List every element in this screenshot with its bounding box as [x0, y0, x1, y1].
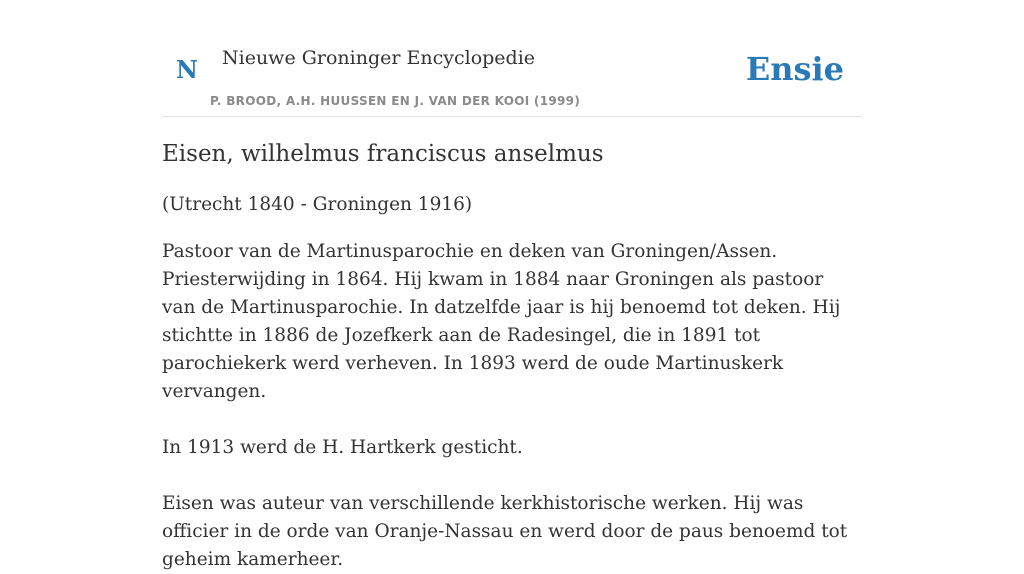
- book-title-link[interactable]: Nieuwe Groninger Encyclopedie: [222, 47, 536, 69]
- book-authors: P. BROOD, A.H. HUUSSEN EN J. VAN DER KOOI (1999): [210, 94, 581, 108]
- entry-content: [162, 138, 862, 574]
- entry-title: Eisen, wilhelmus franciscus anselmus: [162, 141, 604, 167]
- entry-lifespan: (Utrecht 1840 - Groningen 1916): [162, 194, 473, 215]
- page-header: [162, 0, 862, 117]
- entry-paragraph: Pastoor van de Martinusparochie en deken van Groningen/Assen. Priesterwijding in 1864. Hij kwam in 1884 naar Groningen als pastoor van de Martinusparochie. In datzelfde jaar is hij benoemd tot deken. Hij stichtte in 1886 de Jozefkerk aan de Radesingel, die in 1891 tot parochiekerk werd verheven. In 1893 werd de oude Martinuskerk vervangen.: [162, 241, 841, 402]
- ensie-brand-logo[interactable]: Ensie: [745, 50, 844, 88]
- entry-paragraph: In 1913 werd de H. Hartkerk gesticht.: [162, 437, 523, 458]
- entry-paragraph: Eisen was auteur van verschillende kerkhistorische werken. Hij was officier in de orde van Oranje-Nassau en werd door de paus benoemd tot geheim kamerheer.: [162, 493, 848, 570]
- encyclopedia-logo[interactable]: N: [176, 55, 198, 84]
